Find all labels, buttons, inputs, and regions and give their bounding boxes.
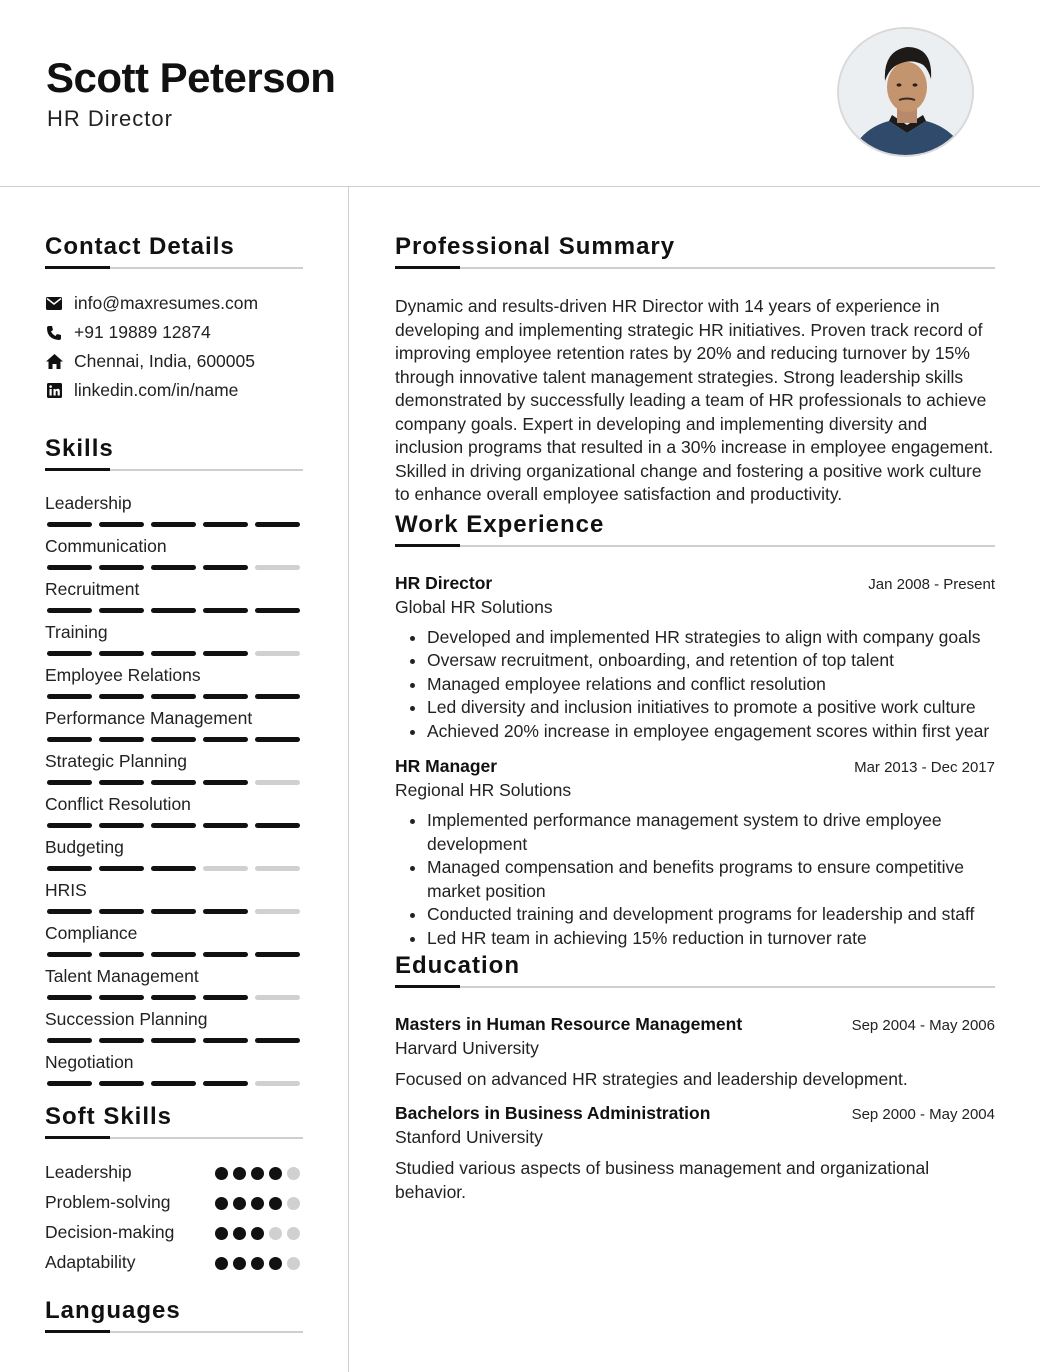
skill-level-segment xyxy=(99,608,144,613)
skill-label: Employee Relations xyxy=(45,665,201,685)
skill-level-segment xyxy=(47,694,92,699)
skill-level-segment xyxy=(203,780,248,785)
skill-level-segment xyxy=(47,1081,92,1086)
skill-level-segment xyxy=(255,565,300,570)
skill-level-segment xyxy=(203,694,248,699)
skill-level-segment xyxy=(255,1081,300,1086)
skill-level-segment xyxy=(203,522,248,527)
skill-row xyxy=(45,1052,303,1095)
skill-level-segment xyxy=(203,608,248,613)
job-bullets xyxy=(395,809,995,950)
rating-dot xyxy=(287,1257,300,1270)
job-title: HR Director xyxy=(395,572,493,593)
skill-level-bar xyxy=(47,995,300,1000)
skill-level-segment xyxy=(151,651,196,656)
skill-level-segment xyxy=(255,995,300,1000)
rating-dot xyxy=(269,1257,282,1270)
education-title: Education xyxy=(395,952,995,988)
job-company: Global HR Solutions xyxy=(395,596,553,617)
skill-row xyxy=(45,966,303,1009)
soft-skill-rating xyxy=(215,1257,300,1270)
skill-row xyxy=(45,1009,303,1052)
skill-level-segment xyxy=(151,565,196,570)
skill-level-segment xyxy=(99,651,144,656)
job-bullet: • Implemented performance management system to drive employee development xyxy=(427,809,995,856)
skill-level-bar xyxy=(47,651,300,656)
contact-list xyxy=(45,289,303,405)
contact-email-text: info@maxresumes.com xyxy=(74,293,259,313)
skill-level-segment xyxy=(151,823,196,828)
job-title: HR Manager xyxy=(395,756,498,776)
skill-level-segment xyxy=(99,952,144,957)
rating-dot xyxy=(251,1197,264,1210)
soft-skill-row xyxy=(45,1189,303,1219)
skill-level-segment xyxy=(203,952,248,957)
skill-level-segment xyxy=(47,737,92,742)
soft-skill-rating xyxy=(215,1167,300,1180)
linkedin-icon xyxy=(45,382,63,400)
rating-dot xyxy=(233,1197,246,1210)
skill-level-segment xyxy=(99,522,144,527)
education-entry xyxy=(395,1103,995,1204)
phone-icon xyxy=(45,324,63,342)
job-bullet: • Managed compensation and benefits programs to ensure competitive market position xyxy=(427,856,995,903)
skill-level-segment xyxy=(203,1038,248,1043)
skill-row xyxy=(45,622,303,665)
summary-text: Dynamic and results-driven HR Director with 14 years of experience in developing and implementing strategic HR initiatives. Proven track record of improving employee retention rates by 20% and reducing turnover by 15% through innovative talent management strategies. Strong leadership skills demonstrated by successfully leading a team of HR professionals to achieve company goals. Expert in developing and implementing diversity and inclusion programs that resulted in a 30% increase in employee engagement. Skilled in driving organizational change and fostering a positive work culture to enhance overall employee satisfaction and productivity. xyxy=(395,296,994,504)
skill-label: Succession Planning xyxy=(45,1009,208,1029)
skill-level-segment xyxy=(255,694,300,699)
left-column xyxy=(45,187,303,1333)
job-bullet: • Managed employee relations and conflict resolution xyxy=(427,673,995,697)
rating-dot xyxy=(251,1227,264,1240)
education-description: Focused on advanced HR strategies and leadership development. xyxy=(395,1069,908,1089)
degree-title: Masters in Human Resource Management xyxy=(395,1014,743,1034)
job-bullet: • Oversaw recruitment, onboarding, and retention of top talent xyxy=(427,649,995,673)
rating-dot xyxy=(251,1257,264,1270)
school-name: Stanford University xyxy=(395,1127,543,1147)
skill-row xyxy=(45,708,303,751)
education-date: Sep 2000 - May 2004 xyxy=(851,1106,995,1123)
skill-level-segment xyxy=(203,565,248,570)
rating-dot xyxy=(251,1167,264,1180)
skill-level-segment xyxy=(47,780,92,785)
skill-level-bar xyxy=(47,565,300,570)
skill-level-segment xyxy=(255,909,300,914)
rating-dot xyxy=(287,1227,300,1240)
skill-row xyxy=(45,837,303,880)
contact-phone-text: +91 19889 12874 xyxy=(74,322,211,342)
skill-level-bar xyxy=(47,823,300,828)
job-bullet: • Led HR team in achieving 15% reduction in turnover rate xyxy=(427,927,995,951)
soft-skill-row xyxy=(45,1159,303,1189)
skill-label: Budgeting xyxy=(45,837,124,857)
skill-label: Negotiation xyxy=(45,1052,134,1072)
rating-dot xyxy=(233,1227,246,1240)
skill-level-segment xyxy=(99,694,144,699)
skill-level-segment xyxy=(255,952,300,957)
skill-level-segment xyxy=(203,909,248,914)
skill-level-segment xyxy=(47,651,92,656)
skill-level-segment xyxy=(151,952,196,957)
rating-dot xyxy=(269,1197,282,1210)
skill-level-segment xyxy=(99,780,144,785)
rating-dot xyxy=(215,1257,228,1270)
soft-skill-rating xyxy=(215,1227,300,1240)
skill-level-segment xyxy=(99,995,144,1000)
skill-level-segment xyxy=(47,995,92,1000)
rating-dot xyxy=(287,1167,300,1180)
education-entry xyxy=(395,1014,995,1091)
envelope-icon xyxy=(45,295,63,313)
contact-phone[interactable] xyxy=(45,318,303,347)
contact-email[interactable] xyxy=(45,289,303,318)
skill-label: Recruitment xyxy=(45,579,140,599)
job-company: Regional HR Solutions xyxy=(395,780,572,800)
skill-level-bar xyxy=(47,1038,300,1043)
job-entry xyxy=(395,573,995,744)
skill-row xyxy=(45,751,303,794)
skill-level-segment xyxy=(203,651,248,656)
contact-linkedin[interactable] xyxy=(45,376,303,405)
skill-level-bar xyxy=(47,909,300,914)
candidate-role: HR Director xyxy=(47,106,173,131)
skill-level-segment xyxy=(203,866,248,871)
skill-row xyxy=(45,794,303,837)
profile-photo xyxy=(837,27,974,157)
rating-dot xyxy=(269,1227,282,1240)
soft-skill-label: Problem-solving xyxy=(45,1192,171,1212)
skill-level-segment xyxy=(151,909,196,914)
skill-level-segment xyxy=(255,737,300,742)
rating-dot xyxy=(215,1227,228,1240)
skill-level-segment xyxy=(47,608,92,613)
skill-level-segment xyxy=(99,1081,144,1086)
skill-level-segment xyxy=(151,608,196,613)
contact-linkedin-text: linkedin.com/in/name xyxy=(74,380,239,400)
skills-title: Skills xyxy=(45,435,303,471)
skill-level-segment xyxy=(151,737,196,742)
skill-level-segment xyxy=(255,522,300,527)
skill-level-bar xyxy=(47,694,300,699)
skill-level-segment xyxy=(203,737,248,742)
soft-skill-label: Adaptability xyxy=(45,1252,136,1272)
contact-address-text: Chennai, India, 600005 xyxy=(74,351,255,371)
job-bullet: • Led diversity and inclusion initiatives to promote a positive work culture xyxy=(427,696,995,720)
skill-label: Strategic Planning xyxy=(45,751,188,771)
skill-level-segment xyxy=(47,565,92,570)
right-column xyxy=(395,187,995,1204)
skill-level-segment xyxy=(47,522,92,527)
job-date: Jan 2008 - Present xyxy=(868,575,995,593)
skill-level-segment xyxy=(99,1038,144,1043)
skill-level-segment xyxy=(47,823,92,828)
skill-level-segment xyxy=(255,1038,300,1043)
skill-level-segment xyxy=(99,737,144,742)
skill-level-segment xyxy=(151,995,196,1000)
skills-list xyxy=(45,493,303,1095)
education-date: Sep 2004 - May 2006 xyxy=(851,1017,995,1034)
skill-level-segment xyxy=(151,866,196,871)
skill-level-segment xyxy=(151,522,196,527)
job-bullet: • Developed and implemented HR strategies to align with company goals xyxy=(427,626,995,650)
experience-title: Work Experience xyxy=(395,511,995,547)
skill-level-segment xyxy=(151,694,196,699)
rating-dot xyxy=(233,1257,246,1270)
rating-dot xyxy=(287,1197,300,1210)
skill-level-segment xyxy=(99,565,144,570)
contact-title: Contact Details xyxy=(45,233,303,269)
skill-row xyxy=(45,923,303,966)
job-bullet: • Achieved 20% increase in employee engagement scores within first year xyxy=(427,720,995,744)
job-bullet: • Conducted training and development programs for leadership and staff xyxy=(427,903,995,927)
soft-skill-row xyxy=(45,1219,303,1249)
skill-level-bar xyxy=(47,780,300,785)
rating-dot xyxy=(233,1167,246,1180)
column-divider xyxy=(348,187,349,1372)
skill-level-segment xyxy=(151,1081,196,1086)
skill-level-bar xyxy=(47,1081,300,1086)
skill-level-segment xyxy=(255,780,300,785)
skill-level-bar xyxy=(47,608,300,613)
skill-row xyxy=(45,493,303,536)
skill-row xyxy=(45,536,303,579)
rating-dot xyxy=(215,1167,228,1180)
skill-level-segment xyxy=(255,608,300,613)
skill-label: Leadership xyxy=(45,493,132,513)
resume-header xyxy=(0,0,1040,187)
skill-level-segment xyxy=(255,866,300,871)
languages-title: Languages xyxy=(45,1297,303,1333)
soft-skill-label: Decision-making xyxy=(45,1222,175,1242)
skill-level-segment xyxy=(203,1081,248,1086)
skill-level-segment xyxy=(99,823,144,828)
job-entry xyxy=(395,756,995,950)
skill-level-segment xyxy=(47,909,92,914)
skill-level-segment xyxy=(99,866,144,871)
skill-label: Communication xyxy=(45,536,167,556)
skill-level-segment xyxy=(99,909,144,914)
skill-row xyxy=(45,665,303,708)
rating-dot xyxy=(215,1197,228,1210)
skill-level-segment xyxy=(47,866,92,871)
rating-dot xyxy=(269,1167,282,1180)
skill-level-segment xyxy=(255,651,300,656)
skill-label: Training xyxy=(45,622,108,642)
skill-row xyxy=(45,579,303,622)
skill-row xyxy=(45,880,303,923)
skill-level-segment xyxy=(203,823,248,828)
job-date: Mar 2013 - Dec 2017 xyxy=(854,759,995,776)
skill-level-segment xyxy=(151,780,196,785)
skill-level-bar xyxy=(47,737,300,742)
skill-level-bar xyxy=(47,522,300,527)
summary-title: Professional Summary xyxy=(395,233,995,269)
soft-skill-row xyxy=(45,1249,303,1279)
candidate-name: Scott Peterson xyxy=(46,54,336,101)
soft-skill-label: Leadership xyxy=(45,1162,132,1182)
education-description: Studied various aspects of business management and organizational behavior. xyxy=(395,1158,930,1202)
skill-level-segment xyxy=(203,995,248,1000)
soft-skills-list xyxy=(45,1159,303,1279)
skill-level-segment xyxy=(47,1038,92,1043)
school-name: Harvard University xyxy=(395,1038,539,1058)
contact-address xyxy=(45,347,303,376)
skill-label: HRIS xyxy=(45,880,87,900)
skill-level-segment xyxy=(47,952,92,957)
soft-skills-title: Soft Skills xyxy=(45,1103,303,1139)
portrait-illustration xyxy=(839,29,974,157)
degree-title: Bachelors in Business Administration xyxy=(395,1103,711,1123)
home-icon xyxy=(45,353,63,371)
skill-level-segment xyxy=(255,823,300,828)
skill-label: Talent Management xyxy=(45,966,199,986)
skill-level-bar xyxy=(47,866,300,871)
soft-skill-rating xyxy=(215,1197,300,1210)
skill-level-bar xyxy=(47,952,300,957)
skill-label: Conflict Resolution xyxy=(45,794,191,814)
skill-label: Performance Management xyxy=(45,708,253,728)
job-bullets xyxy=(395,626,995,744)
skill-label: Compliance xyxy=(45,923,138,943)
skill-level-segment xyxy=(151,1038,196,1043)
